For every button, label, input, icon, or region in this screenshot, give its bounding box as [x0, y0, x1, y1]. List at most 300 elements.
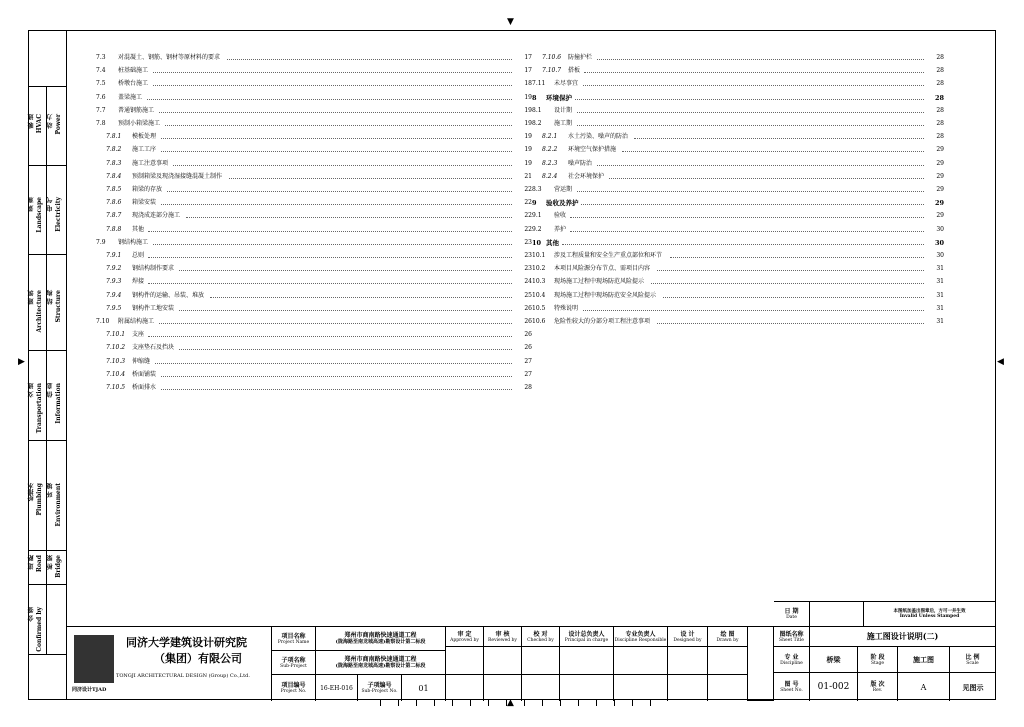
toc-entry-title: 桥面铺装	[132, 370, 157, 378]
left-center-mark: ▶	[18, 357, 25, 367]
toc-entry-number: 7.9.5	[106, 304, 122, 312]
toc-entry-page: 26	[524, 344, 532, 352]
toc-entry-title: 预制箱梁及现浇湿接缝混凝土制作	[132, 172, 223, 180]
toc-entry	[532, 144, 944, 156]
toc-entry-number: 8.2.2	[542, 146, 558, 154]
toc-entry-number: 7.8.2	[106, 146, 122, 154]
discipline-en: HVAC	[36, 114, 43, 134]
toc-entry-title: 盖梁施工	[118, 93, 143, 101]
toc-leader-dots	[167, 191, 512, 192]
discipline-cn: 景 观	[28, 197, 35, 212]
signoff-row	[28, 164, 66, 255]
toc-leader-dots	[577, 125, 924, 126]
discipline-cn: 建 筑	[28, 290, 35, 305]
toc-entry-title: 设计期	[554, 106, 573, 114]
toc-entry-page: 28	[524, 384, 532, 391]
role-signature-cell	[484, 647, 522, 675]
toc-leader-dots	[179, 349, 512, 350]
toc-entry	[532, 303, 944, 315]
toc-entry-number: 7.4	[96, 67, 106, 75]
toc-entry	[532, 263, 944, 275]
toc-entry-number: 7.9	[96, 238, 106, 246]
toc-entry-title: 伸缩缝	[132, 357, 151, 365]
toc-entry-number: 7.7	[96, 106, 106, 114]
toc-entry-number: 7.11	[532, 80, 546, 88]
toc-leader-dots	[155, 363, 512, 364]
toc-entry-number: 7.8.4	[106, 172, 122, 180]
toc-entry	[96, 105, 532, 117]
role-date-cell	[484, 675, 522, 701]
toc-leader-dots	[161, 138, 512, 139]
toc-entry-page: 28	[934, 93, 944, 102]
toc-leader-dots	[165, 125, 512, 126]
toc-entry-title: 桥墩台施工	[118, 80, 149, 88]
toc-entry-page: 29	[936, 212, 944, 220]
toc-entry	[96, 224, 532, 236]
toc-entry-page: 19	[524, 133, 532, 141]
toc-entry	[532, 237, 944, 249]
toc-leader-dots	[622, 151, 924, 152]
toc-entry-title: 桥面排水	[132, 384, 157, 391]
toc-entry-number: 7.9.3	[106, 278, 122, 286]
role-signature-cell	[614, 647, 668, 675]
signoff-row	[28, 550, 66, 585]
toc-leader-dots	[186, 217, 512, 218]
toc-entry-page: 27	[524, 370, 532, 378]
toc-entry-page: 22	[524, 186, 532, 193]
toc-entry-number: 8.3	[532, 186, 542, 193]
toc-entry	[96, 329, 532, 341]
toc-entry-number: 10.6	[532, 318, 546, 325]
toc-entry-page: 24	[524, 278, 532, 286]
discipline-en: Landscape	[36, 197, 43, 233]
toc-entry-page: 31	[936, 318, 944, 325]
toc-entry-number: 7.10.2	[106, 344, 126, 352]
role-date-cell	[446, 675, 484, 701]
toc-leader-dots	[159, 323, 512, 324]
toc-entry-title: 桩基础施工	[118, 67, 149, 75]
toc-entry-number: 9.1	[532, 212, 542, 220]
discipline-en: Confirmed by	[36, 607, 43, 652]
toc-entry-number: 7.8.6	[106, 199, 122, 207]
toc-entry	[532, 224, 944, 236]
role-date-cell	[560, 675, 614, 701]
toc-entry-title: 社会环境保护	[568, 172, 605, 180]
discipline-cn-2: 电 气	[47, 197, 54, 212]
toc-entry-number: 7.8.1	[106, 133, 122, 141]
toc-entry-title: 养护	[554, 225, 567, 233]
toc-leader-dots	[581, 204, 924, 205]
toc-leader-dots	[562, 244, 924, 245]
toc-leader-dots	[583, 85, 924, 86]
role-date-cell	[668, 675, 708, 701]
toc-entry-title: 支座垫石及挡块	[132, 344, 175, 352]
toc-entry	[96, 356, 532, 368]
toc-entry-page: 30	[936, 252, 944, 259]
discipline-cn-2: 信 息	[47, 383, 54, 398]
signoff-row	[28, 86, 66, 166]
toc-entry-page: 31	[936, 291, 944, 299]
toc-entry	[96, 250, 532, 262]
toc-entry-number: 10.5	[532, 304, 546, 312]
toc-leader-dots	[148, 336, 512, 337]
toc-entry-number: 7.10.5	[106, 384, 126, 391]
toc-entry-title: 施工期	[554, 120, 573, 127]
toc-entry-page: 29	[936, 146, 944, 154]
toc-entry-page: 22	[524, 212, 532, 220]
top-center-mark: ▼	[507, 17, 514, 27]
toc-entry-number: 7.3	[96, 54, 106, 61]
toc-entry-number: 8	[532, 93, 537, 102]
toc-entry-title: 普通钢筋施工	[118, 106, 155, 114]
toc-leader-dots	[179, 310, 512, 311]
toc-entry-number: 7.10.7	[542, 67, 562, 75]
sheet-no-value: 01-002	[810, 673, 858, 701]
role-label: 专业负责人 Discipline Responsible	[614, 627, 668, 647]
company-name-en: TONGJI ARCHITECTURAL DESIGN (Group) Co.,Ltd.	[116, 673, 250, 679]
toc-entry-page: 29	[936, 159, 944, 167]
discipline-value: 桥梁	[810, 647, 858, 673]
toc-entry-number: 10.3	[532, 278, 546, 286]
toc-entry	[96, 276, 532, 288]
toc-entry-number: 9.2	[532, 225, 542, 233]
toc-entry-title: 对混凝土、钢筋、钢材等原材料的要求	[118, 54, 221, 61]
toc-leader-dots	[161, 151, 512, 152]
toc-leader-dots	[670, 257, 924, 258]
toc-entry-title: 箱梁的存放	[132, 186, 163, 193]
toc-entry	[532, 171, 944, 183]
toc-entry-title: 施工注意事项	[132, 159, 169, 167]
role-label: 设计总负责人 Principal in charge	[560, 627, 614, 647]
toc-entry-number: 8.2.4	[542, 172, 558, 180]
toc-entry-page: 28	[936, 133, 944, 141]
project-name-value: 郑州市商南路快速通道工程 (陇海路至南龙城高速)勘察设计第二标段	[316, 627, 446, 651]
toc-entry-title: 其他	[132, 225, 145, 233]
toc-entry-page: 19	[524, 93, 532, 101]
role-label: 校 对 Checked by	[522, 627, 560, 647]
toc-entry-number: 7.8	[96, 120, 106, 127]
toc-entry-title: 本项目风险源分布节点、需项目内容	[554, 265, 651, 273]
signoff-row	[28, 584, 66, 655]
toc-entry	[532, 184, 944, 196]
sheet-no-label: 图 号 Sheet No.	[774, 673, 810, 701]
toc-entry-page: 29	[936, 172, 944, 180]
toc-leader-dots	[210, 297, 512, 298]
toc-entry	[96, 237, 532, 249]
project-name-label: 项目名称 Project Name	[272, 627, 316, 651]
toc-leader-dots	[148, 257, 512, 258]
toc-entry	[96, 171, 532, 183]
toc-entry-title: 箱梁安装	[132, 199, 157, 207]
toc-leader-dots	[161, 204, 512, 205]
toc-entry-number: 7.8.3	[106, 159, 122, 167]
toc-entry-title: 验收及养护	[546, 199, 579, 208]
toc-entry-title: 环境保护	[546, 93, 572, 102]
scale-label: 比 例 Scale	[950, 647, 996, 673]
toc-entry	[96, 210, 532, 222]
toc-entry-title: 总则	[132, 252, 145, 259]
role-date-cell	[522, 675, 560, 701]
toc-entry	[532, 210, 944, 222]
toc-entry	[96, 131, 532, 143]
toc-entry	[96, 290, 532, 302]
company-name-cn-2: （集团）有限公司	[154, 652, 242, 665]
toc-leader-dots	[651, 283, 924, 284]
toc-leader-dots	[148, 231, 512, 232]
toc-entry-title: 钢结构制作要求	[132, 265, 175, 273]
toc-entry-title: 现场施工过程中现场防范风险提示	[554, 278, 645, 286]
toc-entry-number: 10.2	[532, 265, 546, 273]
toc-entry-page: 28	[936, 120, 944, 127]
company-logo	[74, 635, 114, 683]
toc-leader-dots	[153, 244, 512, 245]
toc-entry	[532, 78, 944, 90]
signoff-row	[28, 254, 66, 351]
toc-leader-dots	[179, 270, 512, 271]
toc-leader-dots	[153, 85, 512, 86]
discipline-en-2: Electricity	[55, 197, 62, 232]
toc-entry	[532, 131, 944, 143]
toc-entry-page: 25	[524, 291, 532, 299]
toc-entry-title: 施工工序	[132, 146, 157, 154]
sub-no-label: 子项编号 Sub-Project No.	[358, 675, 402, 701]
discipline-signoff-strip	[28, 30, 67, 700]
toc-entry-number: 7.10.4	[106, 370, 126, 378]
sub-project-label: 子项名称 Sub-Project	[272, 651, 316, 675]
discipline-en-2: Bridge	[55, 555, 62, 578]
toc-leader-dots	[173, 165, 512, 166]
toc-entry-title: 现场施工过程中现场防范安全风险提示	[554, 291, 657, 299]
toc-entry	[96, 369, 532, 381]
toc-entry-number: 7.9.1	[106, 252, 122, 259]
toc-leader-dots	[577, 191, 924, 192]
project-no-label: 项目编号 Project No.	[272, 675, 316, 701]
toc-entry-page: 19	[524, 120, 532, 127]
discipline-cn: 交 通	[28, 383, 35, 398]
toc-leader-dots	[570, 217, 924, 218]
toc-leader-dots	[227, 59, 512, 60]
toc-entry-title: 特殊说明	[554, 304, 579, 312]
toc-entry-page: 26	[524, 304, 532, 312]
bottom-center-mark: ▲	[507, 698, 514, 708]
toc-entry-title: 钢结构施工	[118, 238, 149, 246]
discipline-cn-2: 环 境	[47, 483, 54, 498]
toc-entry-title: 其他	[546, 238, 559, 247]
toc-entry	[96, 118, 532, 130]
toc-entry-page: 19	[524, 106, 532, 114]
toc-entry-page: 17	[524, 67, 532, 75]
signoff-row	[28, 440, 66, 551]
discipline-cn: 会 签	[28, 607, 35, 622]
toc-leader-dots	[657, 270, 924, 271]
discipline-en: Architecture	[36, 290, 43, 333]
toc-entry-number: 7.5	[96, 80, 106, 88]
toc-leader-dots	[147, 99, 512, 100]
stamp-note: 本图纸加盖出图章后，方可一并生效 Invalid Unless Stamped	[864, 601, 996, 627]
toc-entry-page: 17	[524, 54, 532, 61]
title-block-spacer	[748, 627, 774, 701]
toc-entry-number: 7.10.3	[106, 357, 126, 365]
discipline-cn-2: 结 构	[47, 290, 54, 305]
role-label: 绘 图 Drawn by	[708, 627, 748, 647]
toc-entry	[96, 92, 532, 104]
discipline-en: Road	[36, 555, 43, 573]
toc-entry-page: 28	[936, 67, 944, 75]
toc-entry-title: 涉及工程质量和安全生产重点部位和环节	[554, 252, 663, 259]
toc-entry-page: 19	[524, 159, 532, 167]
toc-leader-dots	[148, 283, 512, 284]
signoff-row	[28, 350, 66, 441]
toc-entry	[96, 382, 532, 394]
toc-leader-dots	[584, 72, 924, 73]
stage-label: 阶 段 Stage	[858, 647, 898, 673]
toc-entry	[532, 250, 944, 262]
toc-entry-page: 23	[524, 252, 532, 259]
discipline-cn-2: 桥 梁	[47, 555, 54, 570]
toc-entry-number: 7.6	[96, 93, 106, 101]
toc-entry-number: 7.10.1	[106, 331, 126, 339]
toc-entry-page: 23	[524, 238, 532, 246]
discipline-cn-2: 动 力	[47, 114, 54, 129]
toc-entry-page: 29	[934, 199, 944, 208]
toc-entry-title: 噪声防治	[568, 159, 593, 167]
toc-entry	[96, 303, 532, 315]
toc-entry	[96, 263, 532, 275]
role-label: 审 定 Approved by	[446, 627, 484, 647]
toc-leader-dots	[577, 112, 924, 113]
sub-project-value: 郑州市商南路快速通道工程 (陇海路至南龙城高速)勘察设计第二标段	[316, 651, 446, 675]
toc-entry-title: 环境空气保护措施	[568, 146, 617, 154]
toc-entry-title: 附属结构施工	[118, 318, 155, 325]
toc-entry-number: 8.2.1	[542, 133, 558, 141]
toc-leader-dots	[153, 72, 512, 73]
toc-entry-page: 31	[936, 304, 944, 312]
company-area	[66, 627, 272, 701]
scale-value: 见图示	[962, 682, 984, 692]
toc-entry-page: 22	[524, 225, 532, 233]
date-label: 日 期 Date	[774, 601, 810, 627]
toc-entry-number: 7.10	[96, 318, 110, 325]
toc-entry	[96, 342, 532, 354]
role-date-cell	[708, 675, 748, 701]
toc-entry	[532, 52, 944, 64]
toc-leader-dots	[597, 59, 924, 60]
toc-leader-dots	[609, 178, 924, 179]
toc-entry-number: 10.4	[532, 291, 546, 299]
toc-entry-page: 21	[524, 172, 532, 180]
toc-entry-number: 8.2	[532, 120, 542, 127]
toc-leader-dots	[583, 310, 924, 311]
discipline-en: Transportation	[36, 383, 43, 434]
toc-entry-page: 22	[524, 199, 532, 207]
toc-entry-number: 7.8.5	[106, 186, 122, 193]
toc-entry-page: 19	[524, 146, 532, 154]
toc-entry	[96, 144, 532, 156]
toc-entry-page: 18	[524, 80, 532, 88]
toc-leader-dots	[597, 165, 924, 166]
toc-entry-page: 26	[524, 318, 532, 325]
toc-entry	[532, 65, 944, 77]
role-date-cell	[614, 675, 668, 701]
toc-leader-dots	[657, 323, 924, 324]
rev-label: 版 次 Rev.	[858, 673, 898, 701]
table-of-contents	[66, 30, 996, 626]
toc-entry-number: 8.1	[532, 106, 542, 114]
sub-no-value: 01	[402, 675, 446, 701]
toc-entry-number: 9	[532, 199, 537, 208]
sheet-title-label: 图纸名称 Sheet Title	[774, 627, 810, 647]
discipline-en: Plumbing	[36, 483, 43, 516]
toc-leader-dots	[570, 231, 924, 232]
toc-entry-page: 29	[936, 186, 944, 193]
toc-entry	[532, 118, 944, 130]
toc-entry-title: 验收	[554, 212, 567, 220]
toc-entry-page: 31	[936, 278, 944, 286]
company-name-cn: 同济大学建筑设计研究院	[126, 636, 247, 649]
role-signature-cell	[522, 647, 560, 675]
toc-entry-page: 27	[524, 357, 532, 365]
toc-entry-title: 未尽事宜	[554, 80, 579, 88]
title-block	[66, 608, 996, 701]
role-label: 设 计 Designed by	[668, 627, 708, 647]
toc-entry-title: 危险性较大的分部分项工程注意事项	[554, 318, 651, 325]
toc-entry	[532, 290, 944, 302]
sheet-title-value: 施工图设计说明(二)	[810, 627, 996, 647]
toc-entry-page: 26	[524, 331, 532, 339]
toc-entry	[96, 65, 532, 77]
toc-leader-dots	[161, 389, 512, 390]
toc-entry-title: 模板处理	[132, 133, 157, 141]
toc-entry	[96, 316, 532, 328]
toc-entry-number: 7.9.2	[106, 265, 122, 273]
toc-entry	[532, 92, 944, 104]
role-signature-cell	[446, 647, 484, 675]
date-value	[810, 601, 864, 627]
toc-entry	[532, 276, 944, 288]
toc-entry-number: 10.1	[532, 252, 546, 259]
toc-entry-page: 28	[936, 80, 944, 88]
project-no-value: 16-EH-016	[316, 675, 358, 701]
toc-entry	[532, 158, 944, 170]
toc-entry	[96, 158, 532, 170]
toc-leader-dots	[575, 99, 924, 100]
toc-entry-title: 现浇成连部分施工	[132, 212, 181, 220]
toc-entry-number: 8.2.3	[542, 159, 558, 167]
discipline-en-2: Environment	[55, 483, 62, 527]
discipline-cn: 暖 通	[28, 114, 35, 129]
toc-entry	[96, 52, 532, 64]
toc-entry-title: 支座	[132, 331, 145, 339]
toc-leader-dots	[229, 178, 512, 179]
toc-entry-number: 7.10.6	[542, 54, 562, 61]
role-signature-cell	[668, 647, 708, 675]
toc-entry-number: 7.8.8	[106, 225, 122, 233]
role-signature-cell	[708, 647, 748, 675]
toc-entry-number: 7.9.4	[106, 291, 122, 299]
toc-leader-dots	[159, 112, 512, 113]
toc-entry-page: 30	[934, 238, 944, 247]
toc-entry-title: 焊接	[132, 278, 145, 286]
discipline-label: 专 业 Discipline	[774, 647, 810, 673]
toc-entry-title: 钢构件的运输、吊装、堆放	[132, 291, 205, 299]
toc-entry-title: 钢构件工地安装	[132, 304, 175, 312]
toc-entry-title: 搭板	[568, 67, 581, 75]
toc-entry	[96, 184, 532, 196]
discipline-cn: 道 路	[28, 555, 35, 570]
toc-leader-dots	[663, 297, 924, 298]
right-center-mark: ◀	[997, 357, 1004, 367]
toc-entry-number: 10	[532, 238, 542, 247]
